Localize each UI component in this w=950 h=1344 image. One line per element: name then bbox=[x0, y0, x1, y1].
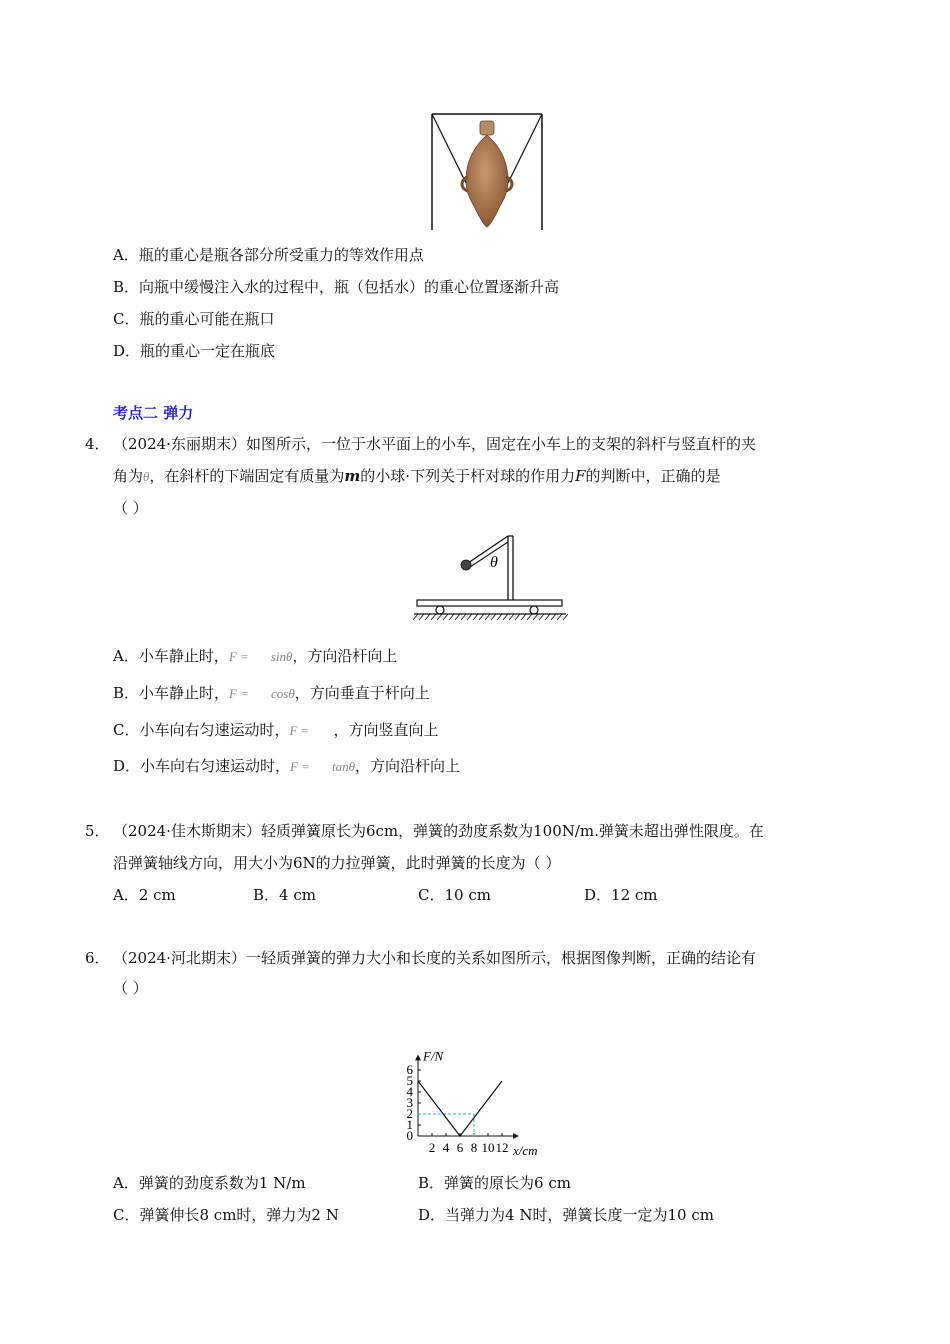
cart-bracket-figure bbox=[412, 533, 568, 623]
x-tick-label: 4 bbox=[442, 1140, 450, 1155]
formula-lhs: F = bbox=[290, 759, 310, 774]
q4-option-c bbox=[113, 719, 438, 740]
q5-option-a: A．2 cm bbox=[113, 886, 176, 904]
q4-number: 4． bbox=[85, 435, 110, 453]
q5-stem-line1: （2024·佳木斯期末）轻质弹簧原长为6cm，弹簧的劲度系数为100N/m.弹簧未超出弹性限度。在 bbox=[113, 822, 764, 840]
q3-option-c: C．瓶的重心可能在瓶口 bbox=[113, 310, 275, 328]
q4-text-part: ，在斜杆的下端固定有质量为 bbox=[149, 467, 345, 485]
q4-answer-paren: （ ） bbox=[113, 499, 148, 517]
y-axis-label: F/N bbox=[423, 1048, 444, 1064]
q4-text-part: 角为 bbox=[113, 467, 144, 485]
y-tick-label: 3 bbox=[406, 1095, 413, 1110]
mass-symbol: m bbox=[344, 467, 361, 485]
x-tick-label: 2 bbox=[428, 1140, 436, 1155]
q6-option-a: A．弹簧的劲度系数为1 N/m bbox=[113, 1174, 306, 1192]
section-heading: 考点二 弹力 bbox=[113, 404, 194, 422]
y-tick-label: 6 bbox=[406, 1062, 413, 1077]
formula-lhs: F = bbox=[289, 723, 310, 738]
spring-force-chart bbox=[395, 1005, 575, 1160]
q5-number: 5． bbox=[85, 822, 110, 840]
x-axis-label: x/cm bbox=[513, 1143, 538, 1158]
y-tick-label: 5 bbox=[406, 1073, 413, 1088]
series-line bbox=[418, 1081, 502, 1136]
q4-text-part: 的判断中，正确的是 bbox=[585, 467, 721, 485]
q5-option-b: B．4 cm bbox=[253, 886, 316, 904]
x-tick-label: 6 bbox=[456, 1140, 464, 1155]
q4-option-d bbox=[113, 755, 460, 776]
q6-option-b: B．弹簧的原长为6 cm bbox=[418, 1174, 571, 1192]
y-tick-label: 0 bbox=[406, 1128, 413, 1143]
formula-rhs: sinθ bbox=[270, 649, 293, 664]
formula-lhs: F = bbox=[228, 649, 249, 664]
q5-stem-line2: 沿弹簧轴线方向，用大小为6N的力拉弹簧，此时弹簧的长度为（ ） bbox=[113, 854, 561, 872]
q6-number: 6． bbox=[85, 949, 110, 967]
q6-stem-line1: （2024·河北期末）一轻质弹簧的弹力大小和长度的关系如图所示，根据图像判断，正确的结论有 bbox=[113, 949, 756, 967]
formula-rhs: tanθ bbox=[332, 759, 355, 774]
option-suffix: ，方向沿杆向上 bbox=[355, 757, 461, 775]
hanging-bottle-figure bbox=[428, 111, 546, 232]
option-label: D．小车向右匀速运动时， bbox=[113, 757, 291, 775]
option-suffix: ，方向沿杆向上 bbox=[292, 647, 398, 665]
q5-option-c: C．10 cm bbox=[418, 886, 491, 904]
x-tick-label: 8 bbox=[470, 1140, 478, 1155]
y-tick-label: 2 bbox=[406, 1106, 413, 1121]
option-suffix: ，方向垂直于杆向上 bbox=[294, 684, 430, 702]
q6-option-d: D．当弹力为4 N时，弹簧长度一定为10 cm bbox=[418, 1206, 714, 1224]
option-label: C．小车向右匀速运动时， bbox=[113, 721, 290, 739]
q6-answer-paren: （ ） bbox=[113, 979, 148, 997]
formula-rhs: cosθ bbox=[271, 686, 295, 701]
x-tick-label: 10 bbox=[481, 1140, 495, 1155]
y-axis-arrow bbox=[415, 1055, 421, 1061]
option-label: A．小车静止时， bbox=[113, 647, 229, 665]
q4-option-b bbox=[113, 682, 430, 703]
q4-stem-line2 bbox=[113, 465, 721, 486]
option-label: B．小车静止时， bbox=[113, 684, 230, 702]
force-symbol: F bbox=[575, 467, 586, 485]
y-tick-label: 4 bbox=[406, 1084, 413, 1099]
option-suffix: ，方向竖直向上 bbox=[333, 721, 439, 739]
theta-symbol: θ bbox=[143, 469, 150, 484]
x-tick-label: 12 bbox=[495, 1140, 509, 1155]
q4-text-part: 的小球·下列关于杆对球的作用力 bbox=[360, 467, 576, 485]
q3-option-d: D．瓶的重心一定在瓶底 bbox=[113, 342, 276, 360]
q4-option-a bbox=[113, 645, 397, 666]
formula-lhs: F = bbox=[229, 686, 249, 701]
x-axis-arrow bbox=[513, 1133, 519, 1139]
figure-theta-label: θ bbox=[490, 554, 498, 571]
y-tick-label: 1 bbox=[406, 1117, 413, 1132]
q3-option-a: A．瓶的重心是瓶各部分所受重力的等效作用点 bbox=[113, 246, 424, 264]
q3-option-b: B．向瓶中缓慢注入水的过程中，瓶（包括水）的重心位置逐渐升高 bbox=[113, 278, 560, 296]
q4-stem-line1: （2024·东丽期末）如图所示，一位于水平面上的小车，固定在小车上的支架的斜杆与竖直杆的夹 bbox=[113, 435, 756, 453]
q6-option-c: C．弹簧伸长8 cm时，弹力为2 N bbox=[113, 1206, 339, 1224]
q5-option-d: D．12 cm bbox=[584, 886, 658, 904]
